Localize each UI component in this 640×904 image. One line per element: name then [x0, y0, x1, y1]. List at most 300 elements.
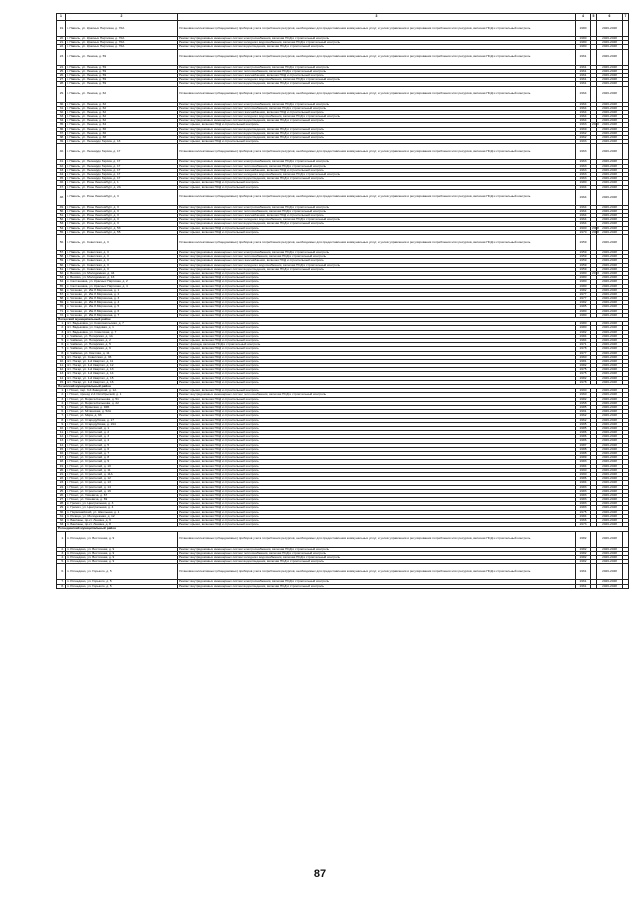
planned-period-cell: 2026-2028	[597, 305, 623, 309]
planned-period-cell: 2026-2028	[597, 460, 623, 464]
year-built-cell: 1963	[576, 160, 591, 164]
year-built-cell: 1964	[576, 214, 591, 218]
work-type-cell: Ремонт крыши, включая ПСД и строительный контроль	[178, 334, 576, 338]
work-type-cell: Ремонт крыши, включая ПСД и строительный контроль	[178, 271, 576, 275]
address-cell: г. Почеп, ул. Строителей, д. 3	[66, 435, 178, 439]
year-built-cell: 1982	[576, 330, 591, 334]
row-number-cell: 34.	[57, 119, 66, 123]
work-type-cell: Ремонт крыши, включая ПСД и строительный контроль	[178, 452, 576, 456]
year-built-cell: 1969	[576, 127, 591, 131]
address-cell: г. Наволь, ул. Ленина, д. 68	[66, 136, 178, 140]
address-cell: г. Наволь, ул. Красных Партизан, д. 70А	[66, 45, 178, 49]
work-type-cell: Ремонт крыши, включая ПСД и строительный контроль	[178, 439, 576, 443]
work-type-cell: Ремонт крыши, включая ПСД и строительный контроль	[178, 140, 576, 144]
year-built-cell: 1986	[576, 439, 591, 443]
planned-period-cell: 2026-2028	[597, 123, 623, 127]
row-number-cell: 13.	[57, 439, 66, 443]
work-type-cell: Ремонт крыши, включая ПСД и строительный контроль	[178, 493, 576, 497]
planned-period-cell: 2026-2028	[597, 418, 623, 422]
row-number-cell: 30.	[57, 510, 66, 514]
planned-period-cell: 2026-2028	[597, 181, 623, 185]
year-built-cell: 1980	[576, 326, 591, 330]
planned-period-cell: 2026-2028	[597, 555, 623, 559]
work-type-cell: Ремонт крыши, включая ПСД и строительный контроль	[178, 313, 576, 317]
address-cell: г. Наволь, ул. Леонардо Гарсиа, д. 13	[66, 140, 178, 144]
year-built-cell: 1980	[576, 37, 591, 41]
year-built-cell: 1988	[576, 452, 591, 456]
planned-period-cell: 2026-2028	[597, 115, 623, 119]
year-built-cell: 1980	[576, 322, 591, 326]
planned-period-cell: 2026-2028	[597, 65, 623, 69]
capital-repair-table	[56, 13, 629, 589]
year-built-cell: 1983	[576, 498, 591, 502]
year-built-cell: 1984	[576, 338, 591, 342]
address-cell: пгт. Погар, ул. 1-й Квартал, д. 13	[66, 368, 178, 372]
work-type-cell: Ремонт крыши, включая ПСД и строительный контроль	[178, 280, 576, 284]
planned-period-cell: 2026-2028	[597, 481, 623, 485]
address-cell: с. Чайкино, ул. Погарская, д. 5	[66, 343, 178, 347]
work-type-cell: Ремонт внутридомовых инженерных систем теплоснабжения, включая ПСД и строительный контроль	[178, 69, 576, 73]
address-cell: с. Чичково, ул. Им.Л.Мирошина, д. 5	[66, 305, 178, 309]
work-type-cell: Установка коллективных (общедомовых) приборов учета потребления ресурсов, необходимых для предоставления коммунальных услуг, и узлов управления и регулирования потребления этих ресурсов, включая ПСД и строительный контроль	[178, 21, 576, 37]
planned-period-cell: 2026-2028	[597, 82, 623, 86]
row-number-cell: 68.	[57, 297, 66, 301]
address-cell: г. Наволь, ул. Советская, д. 3	[66, 263, 178, 267]
year-built-cell: 1982	[576, 531, 591, 547]
table-row	[57, 235, 629, 251]
work-type-cell: Ремонт крыши, включая ПСД и строительный контроль	[178, 226, 576, 230]
address-cell: г. Наволь, ул. Ленина, д. 62	[66, 86, 178, 102]
planned-period-cell: 2026-2028	[597, 21, 623, 37]
work-type-cell: Ремонт крыши, включая ПСД и строительный контроль	[178, 405, 576, 409]
planned-period-cell: 2026-2028	[597, 343, 623, 347]
year-built-cell: 1963	[576, 177, 591, 181]
row-number-cell: 31.	[57, 514, 66, 518]
work-type-cell: Ремонт крыши, включая ПСД и строительный контроль	[178, 443, 576, 447]
work-type-cell: Установка коллективных (общедомовых) приборов учета потребления ресурсов, необходимых для предоставления коммунальных услуг, и узлов управления и регулирования потребления этих ресурсов, включая ПСД и строительный контроль	[178, 189, 576, 205]
work-type-cell: Ремонт внутридомовых инженерных систем электроснабжения, включая ПСД и строительный контроль	[178, 160, 576, 164]
row-number-cell: 72.	[57, 313, 66, 317]
address-cell: г. Наволь, ул. Красных Партизан, д. 70А	[66, 37, 178, 41]
year-built-cell: 1982	[576, 555, 591, 559]
note-cell	[623, 21, 629, 37]
address-cell: пгт. Вадьковка, ул. Комсомольская, д. 7	[66, 322, 178, 326]
row-number-cell: 27.	[57, 498, 66, 502]
planned-period-cell: 2026-2028	[597, 177, 623, 181]
planned-period-cell: 2026-2028	[597, 259, 623, 263]
planned-period-cell: 2026-2028	[597, 355, 623, 359]
planned-period-cell: 2026-2028	[597, 498, 623, 502]
address-cell: пгт. Погар, ул. 1-й Квартал, д. 11	[66, 359, 178, 363]
address-cell: г. Наволь, ул. Советская, д. 3	[66, 255, 178, 259]
work-type-cell: Ремонт крыши, включая ПСД и строительный контроль	[178, 456, 576, 460]
row-number-cell: 25.	[57, 489, 66, 493]
planned-period-cell: 2026-2028	[597, 426, 623, 430]
address-cell: г. Наволь, ул. Советская, д. 3	[66, 259, 178, 263]
work-type-cell: Установка коллективных (общедомовых) приборов учета потребления ресурсов, необходимых для предоставления коммунальных услуг, и узлов управления и регулирования потребления этих ресурсов, включая ПСД и строительный контроль	[178, 86, 576, 102]
year-built-cell: 1983	[576, 502, 591, 506]
year-built-cell: 1977	[576, 351, 591, 355]
planned-period-cell: 2026-2028	[597, 209, 623, 213]
planned-period-cell: 2026-2028	[597, 297, 623, 301]
planned-period-cell: 2026-2028	[597, 271, 623, 275]
work-type-cell: Ремонт крыши, включая ПСД и строительный контроль	[178, 519, 576, 523]
year-built-cell: 1964	[576, 102, 591, 106]
planned-period-cell: 2026-2028	[597, 564, 623, 580]
address-cell: г. Почеп, ул. Строителей, д. 5	[66, 443, 178, 447]
year-built-cell: 1961	[576, 564, 591, 580]
planned-period-cell: 2026-2028	[597, 410, 623, 414]
planned-period-cell: 2026-2028	[597, 235, 623, 251]
planned-period-cell: 2026-2028	[597, 372, 623, 376]
planned-period-cell: 2026-2028	[597, 439, 623, 443]
year-built-cell: 1971	[576, 343, 591, 347]
work-type-cell: Ремонт крыши, включая ПСД и строительный контроль	[178, 288, 576, 292]
address-cell: г. Почеп, ул. Стародубская, д. 17	[66, 418, 178, 422]
row-number-cell: 54.	[57, 226, 66, 230]
header-cell: 2	[66, 14, 178, 21]
row-number-cell: 11.	[57, 431, 66, 435]
year-built-cell: 1961	[576, 49, 591, 65]
year-built-cell: 1959	[576, 255, 591, 259]
planned-period-cell: 2026-2028	[597, 168, 623, 172]
row-number-cell: 58.	[57, 255, 66, 259]
planned-period-cell: 2026-2028	[597, 351, 623, 355]
row-number-cell: 5.	[57, 338, 66, 342]
work-type-cell: Ремонт внутридомовых инженерных систем водоотведения, включая ПСД и строительный контроль	[178, 45, 576, 49]
planned-period-cell: 2026-2028	[597, 301, 623, 305]
planned-period-cell: 2026-2028	[597, 119, 623, 123]
year-built-cell: 1959	[576, 267, 591, 271]
table-row	[57, 584, 629, 588]
address-cell: г. Почеп, ул. Усиевича, д. 69	[66, 498, 178, 502]
row-number-cell: 31.	[57, 106, 66, 110]
address-cell: г. Почеп, проезд 2-й Октябрьский, д. 1	[66, 393, 178, 397]
address-cell: п. Рогнедино, ул. Восточная, д. 9	[66, 555, 178, 559]
address-cell: г. Почеп, ул. Стародубская, д. 194	[66, 422, 178, 426]
planned-period-cell: 2026-2028	[597, 214, 623, 218]
year-built-cell: 1963	[576, 168, 591, 172]
planned-period-cell: 2026-2028	[597, 322, 623, 326]
work-type-cell: Ремонт внутридомовых инженерных систем водоотведения, включая ПСД и строительный контроль	[178, 222, 576, 226]
planned-period-cell: 2026-2028	[597, 218, 623, 222]
work-type-cell: Ремонт внутридомовых инженерных систем теплоснабжения, включая ПСД и строительный контроль	[178, 209, 576, 213]
address-cell: г. Наволь, ул. Ленина, д. 62	[66, 102, 178, 106]
row-number-cell: 45.	[57, 177, 66, 181]
row-number-cell: 7.	[57, 347, 66, 351]
address-cell: г. Почеп, ул. Строителей, д. 9	[66, 460, 178, 464]
row-number-cell: 29.	[57, 86, 66, 102]
work-type-cell: Ремонт крыши, включая ПСД и строительный контроль	[178, 230, 576, 234]
address-cell: г. Наволь, ул. Красных Партизан, д. 70А	[66, 21, 178, 37]
address-cell: п. Рогнедино, ул. Восточная, д. 9	[66, 531, 178, 547]
row-number-cell: 37.	[57, 131, 66, 135]
year-built-cell: 1994	[576, 185, 591, 189]
row-number-cell: 10.	[57, 359, 66, 363]
table-row	[57, 564, 629, 580]
year-built-cell: 1990	[576, 472, 591, 476]
year-built-cell: 1984	[576, 514, 591, 518]
planned-period-cell: 2026-2028	[597, 551, 623, 555]
address-cell: г. Почеп, ул. Строителей, д. 11	[66, 468, 178, 472]
planned-period-cell: 2026-2028	[597, 435, 623, 439]
planned-period-cell: 2026-2028	[597, 251, 623, 255]
year-built-cell: 1990	[576, 468, 591, 472]
row-number-cell: 6.	[57, 410, 66, 414]
work-type-cell: Установка коллективных (общедомовых) приборов учета потребления ресурсов, необходимых для предоставления коммунальных услуг, и узлов управления и регулирования потребления этих ресурсов, включая ПСД и строительный контроль	[178, 144, 576, 160]
planned-period-cell: 2026-2028	[597, 136, 623, 140]
address-cell: г. Наволь, ул. Ленина, д. 59	[66, 78, 178, 82]
note-cell	[623, 86, 629, 102]
work-type-cell: Ремонт крыши, включая ПСД и строительный контроль	[178, 418, 576, 422]
year-built-cell: 1978	[576, 347, 591, 351]
work-type-cell: Ремонт крыши, включая ПСД и строительный контроль	[178, 292, 576, 296]
row-number-cell: 1.	[57, 322, 66, 326]
planned-period-cell: 2026-2028	[597, 493, 623, 497]
work-type-cell: Ремонт крыши, включая ПСД и строительный контроль	[178, 506, 576, 510]
address-cell: г. Наволь, ул. Леонардо Гарсиа, д. 17	[66, 164, 178, 168]
work-type-cell: Ремонт крыши, включая ПСД и строительный контроль	[178, 376, 576, 380]
work-type-cell: Ремонт крыши, включая ПСД и строительный контроль	[178, 368, 576, 372]
year-built-cell: 1980	[576, 41, 591, 45]
work-type-cell: Ремонт крыши, включая ПСД и строительный контроль	[178, 389, 576, 393]
row-number-cell: 28.	[57, 502, 66, 506]
address-cell: п. Рогнедино, ул. Восточная, д. 9	[66, 560, 178, 564]
planned-period-cell: 2026-2028	[597, 422, 623, 426]
planned-period-cell: 2026-2028	[597, 359, 623, 363]
year-built-cell: 1982	[576, 301, 591, 305]
work-type-cell: Ремонт внутридомовых инженерных систем электроснабжения, включая ПСД и строительный контроль	[178, 205, 576, 209]
row-number-cell: 26.	[57, 493, 66, 497]
address-cell: г. Наволь, ул. Советская, д. 3	[66, 267, 178, 271]
planned-period-cell: 2026-2028	[597, 255, 623, 259]
work-type-cell: Ремонт крыши, включая ПСД и строительный контроль	[178, 426, 576, 430]
planned-period-cell: 2026-2028	[597, 560, 623, 564]
work-type-cell: Ремонт крыши, включая ПСД и строительный контроль	[178, 372, 576, 376]
row-number-cell: 7.	[57, 414, 66, 418]
planned-period-cell: 2026-2028	[597, 102, 623, 106]
address-cell: г. Наволь, ул. Леонардо Гарсиа, д. 17	[66, 160, 178, 164]
planned-period-cell: 2026-2028	[597, 284, 623, 288]
year-built-cell: 1980	[576, 21, 591, 37]
address-cell: г. Наволь, ул. Ленина, д. 62	[66, 110, 178, 114]
work-type-cell: Ремонт внутридомовых инженерных систем водоотведения, включая ПСД и строительный контроль	[178, 267, 576, 271]
row-number-cell: 69.	[57, 301, 66, 305]
header-cell: 6	[597, 14, 623, 21]
address-cell: г. Наволь, ул. Ленина, д. 59	[66, 82, 178, 86]
work-type-cell: Ремонт внутридомовых инженерных систем водоотведения, включая ПСД и строительный контроль	[178, 177, 576, 181]
year-built-cell: 1982	[576, 288, 591, 292]
row-number-cell: 4.	[57, 334, 66, 338]
planned-period-cell: 2026-2028	[597, 288, 623, 292]
address-cell: г. Почеп, ул. Строителей, д. 6	[66, 447, 178, 451]
year-built-cell: 1984	[576, 481, 591, 485]
address-cell: г. Наволь, ул. Розы Люксембург, д. 3	[66, 189, 178, 205]
work-type-cell: Ремонт внутридомовых инженерных систем теплоснабжения, включая ПСД и строительный контроль	[178, 106, 576, 110]
work-type-cell: Ремонт внутридомовых инженерных систем теплоснабжения, включая ПСД и строительный контроль	[178, 164, 576, 168]
planned-period-cell: 2026-2028	[597, 185, 623, 189]
year-built-cell: 1959	[576, 251, 591, 255]
planned-period-cell: 2026-2028	[597, 580, 623, 584]
row-number-cell: 3.	[57, 330, 66, 334]
address-cell: г. Почеп, ул. Строителей, д. 10	[66, 464, 178, 468]
work-type-cell: Ремонт внутридомовых инженерных систем газоснабжения, включая ПСД и строительный контроль	[178, 259, 576, 263]
last-repair-year-cell: 2008	[592, 229, 599, 234]
address-cell: п. Рогнедино, ул. Горького, д. 5	[66, 584, 178, 588]
work-type-cell: Ремонт крыши, включая ПСД и строительный контроль	[178, 477, 576, 481]
note-cell	[623, 531, 629, 547]
year-built-cell: 1961	[576, 69, 591, 73]
year-built-cell: 1966	[576, 519, 591, 523]
work-type-cell: Ремонт крыши, включая ПСД и строительный контроль	[178, 498, 576, 502]
work-type-cell: Ремонт крыши, включая ПСД и строительный контроль	[178, 481, 576, 485]
address-cell: г. Почеп, ул. Строителей, д. 12	[66, 477, 178, 481]
row-number-cell: 38.	[57, 136, 66, 140]
address-cell: г. Почеп, ул. Мглинская, д. 52А	[66, 410, 178, 414]
row-number-cell: 70.	[57, 305, 66, 309]
address-cell: г. Наволь, ул. Ленина, д. 59	[66, 73, 178, 77]
address-cell: с. Гремяч, ул. Центральная, д. 4	[66, 506, 178, 510]
address-cell: г. Наволь, ул. Ленина, д. 62	[66, 119, 178, 123]
work-type-cell: Ремонт крыши, включая ПСД и строительный контроль	[178, 330, 576, 334]
address-cell: с. Чичково, ул. Им.Л.Мирошина, д. 6	[66, 309, 178, 313]
row-number-cell: 47.	[57, 185, 66, 189]
address-cell: г. Почеп, ул. Брянская, д. 92Б	[66, 405, 178, 409]
year-built-cell: 1964	[576, 119, 591, 123]
address-cell: г. Наволь, ул. Розы Люксембург, д. 3	[66, 209, 178, 213]
row-number-cell: 55.	[57, 230, 66, 234]
planned-period-cell: 2026-2028	[597, 276, 623, 280]
work-type-cell: Ремонт крыши, включая ПСД и строительный контроль	[178, 322, 576, 326]
work-type-cell: Ремонт крыши, включая ПСД и строительный контроль	[178, 351, 576, 355]
row-number-cell: 27.	[57, 78, 66, 82]
year-built-cell: 1962	[576, 136, 591, 140]
year-built-cell: 1988	[576, 447, 591, 451]
last-repair-year-cell: 2008	[592, 225, 599, 230]
header-cell: 5	[591, 14, 597, 21]
last-repair-year-cell: 2020	[592, 122, 599, 127]
section-title: Почепский муниципальный район	[57, 385, 629, 389]
address-cell: г. Наволь, ул. Красных Партизан, д. 70А	[66, 41, 178, 45]
year-built-cell: 1980	[576, 284, 591, 288]
address-cell: пгт. Вадьковка, ул. Советская, д. 7	[66, 330, 178, 334]
year-built-cell: 1962	[576, 131, 591, 135]
row-number-cell: 9.	[57, 355, 66, 359]
address-cell: г. Наволь, ул. Розы Люксембург, д. 2А	[66, 185, 178, 189]
year-built-cell: 1900	[576, 226, 591, 230]
address-cell: г. Почеп, ул. Строителей, д. 16	[66, 489, 178, 493]
address-cell: г. Почеп, ул. Строителей, д. 14	[66, 485, 178, 489]
work-type-cell: Ремонт внутридомовых инженерных систем водоотведения, включая ПСД и строительный контроль	[178, 584, 576, 588]
planned-period-cell: 2026-2028	[597, 472, 623, 476]
address-cell: с. Чичково, ул. Им.Л.Мирошина, д. 2	[66, 292, 178, 296]
planned-period-cell: 2026-2028	[597, 309, 623, 313]
year-built-cell: 1963	[576, 144, 591, 160]
planned-period-cell: 2026-2028	[597, 267, 623, 271]
row-number-cell: 66.	[57, 288, 66, 292]
address-cell: п. Первомайский, ул. Школьная, д. 1	[66, 510, 178, 514]
address-cell: г. Почеп, ул. Бориса Кальнова, д. 22	[66, 401, 178, 405]
address-cell: п. Речица, ул. Молодежная, д. 12	[66, 514, 178, 518]
year-built-cell: 1964	[576, 222, 591, 226]
planned-period-cell: 2026-2028	[597, 464, 623, 468]
work-type-cell: Ремонт крыши, включая ПСД и строительный контроль	[178, 338, 576, 342]
row-number-cell: 2.	[57, 326, 66, 330]
planned-period-cell: 2026-2028	[597, 41, 623, 45]
work-type-cell: Ремонт крыши, включая ПСД и строительный контроль	[178, 123, 576, 127]
work-type-cell: Ремонт крыши, включая ПСД и строительный контроль	[178, 414, 576, 418]
page-number: 87	[313, 868, 327, 880]
address-cell: г. Почеп, ул. Строителей, д. 11А	[66, 472, 178, 476]
row-number-cell: 61.	[57, 267, 66, 271]
year-built-cell: 1991	[576, 410, 591, 414]
planned-period-cell: 2026-2028	[597, 45, 623, 49]
row-number-cell: 6.	[57, 343, 66, 347]
address-cell: пгт. Погар, ул. 1-й Квартал, д. 14	[66, 372, 178, 376]
work-type-cell: Ремонт внутридомовых инженерных систем теплоснабжения, включая ПСД и строительный контроль	[178, 393, 576, 397]
address-cell: г. Почеп, ул. Строителей, д. 13	[66, 481, 178, 485]
year-built-cell: 1964	[576, 106, 591, 110]
row-number-cell: 33.	[57, 523, 66, 527]
row-number-cell: 32.	[57, 519, 66, 523]
row-number-cell: 8.	[57, 418, 66, 422]
year-built-cell: 1964	[576, 218, 591, 222]
planned-period-cell: 2026-2028	[597, 127, 623, 131]
address-cell: г. Наволь, ул. Ленина, д. 66	[66, 127, 178, 131]
year-built-cell: 1980	[576, 45, 591, 49]
planned-period-cell: 2026-2028	[597, 523, 623, 527]
year-built-cell: 1990	[576, 389, 591, 393]
row-number-cell: 18.	[57, 460, 66, 464]
row-number-cell: 19.	[57, 21, 66, 37]
work-type-cell: Ремонт внутридомовых инженерных систем холодного водоснабжения, включая ПСД и строительный контроль	[178, 115, 576, 119]
row-number-cell: 5.	[57, 405, 66, 409]
note-cell	[623, 235, 629, 251]
address-cell: г. Наволь, ул. Розы Люксембург, д. 55	[66, 230, 178, 234]
row-number-cell: 26.	[57, 73, 66, 77]
year-built-cell: 1981	[576, 359, 591, 363]
address-cell: пгт. Вадьковка, ул. Садовая, д. 1	[66, 326, 178, 330]
row-number-cell: 46.	[57, 181, 66, 185]
planned-period-cell: 2026-2028	[597, 326, 623, 330]
header-cell: 3	[178, 14, 576, 21]
planned-period-cell: 2026-2028	[597, 547, 623, 551]
year-built-cell: 1982	[576, 376, 591, 380]
planned-period-cell: 2026-2028	[597, 338, 623, 342]
row-number-cell: 13.	[57, 372, 66, 376]
row-number-cell: 52.	[57, 218, 66, 222]
row-number-cell: 32.	[57, 110, 66, 114]
row-number-cell: 20.	[57, 37, 66, 41]
address-cell: с. Чичково, ул. Им.Л.Мирошина, д. 7	[66, 313, 178, 317]
planned-period-cell: 2026-2028	[597, 110, 623, 114]
section-title: Погарский муниципальный район	[57, 318, 629, 322]
year-built-cell: 1984	[576, 464, 591, 468]
year-built-cell: 1983	[576, 485, 591, 489]
address-cell: г. Наволь, ул. Ленина, д. 59	[66, 65, 178, 69]
planned-period-cell: 2026-2028	[597, 106, 623, 110]
planned-period-cell: 2026-2028	[597, 78, 623, 82]
work-type-cell: Ремонт крыши, включая ПСД и строительный контроль	[178, 297, 576, 301]
year-built-cell: 1964	[576, 86, 591, 102]
address-cell: г. Наволь, ул. Ленина, д. 62	[66, 106, 178, 110]
address-cell: г. Почеп, ул. Мира, д. 63	[66, 414, 178, 418]
planned-period-cell: 2026-2028	[597, 502, 623, 506]
row-number-cell: 65.	[57, 284, 66, 288]
note-cell	[623, 49, 629, 65]
row-number-cell: 62.	[57, 271, 66, 275]
work-type-cell: Ремонт крыши, включая ПСД и строительный контроль	[178, 185, 576, 189]
